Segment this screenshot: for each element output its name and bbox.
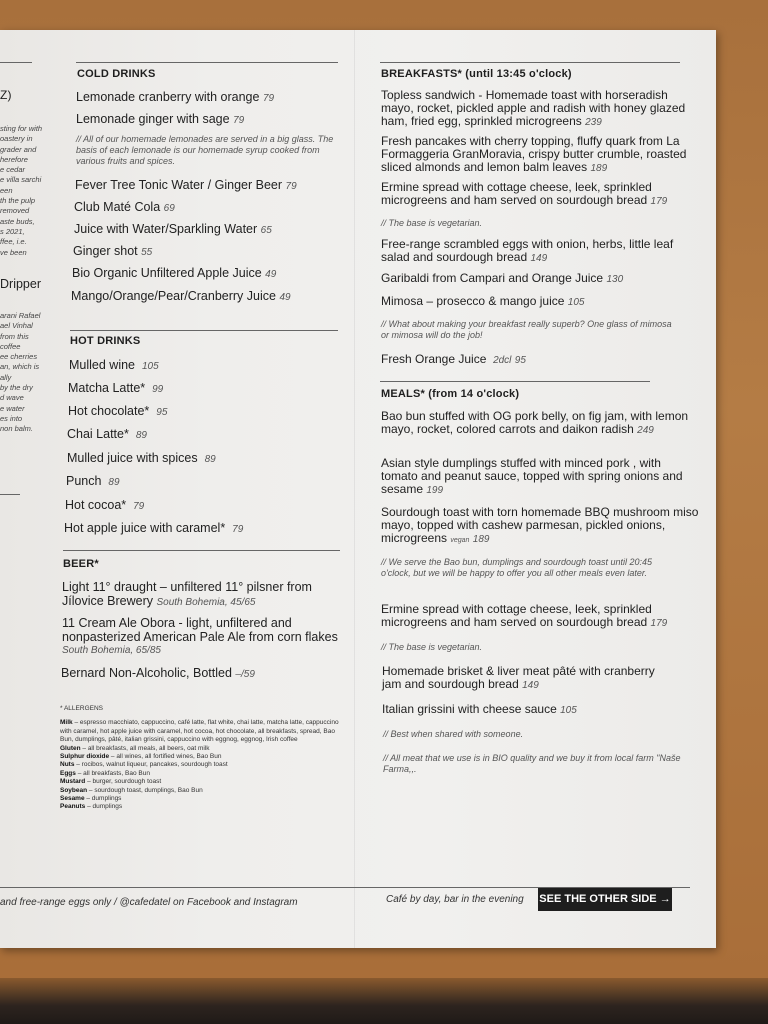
- note: // We serve the Bao bun, dumplings and sourdough toast until 20:45 o'clock, but we will be happy to offer you all other meals even later.: [381, 557, 653, 578]
- note: // The base is vegetarian.: [381, 218, 483, 228]
- left-fragment-text: sting for with oastery in grader and herefore e cedar e villa sarchi een th the pulp removed aste buds, s 2021, ffee, i.e. ve been: [0, 124, 43, 257]
- menu-item: Garibaldi from Campari and Orange Juice 130: [381, 271, 624, 285]
- divider: [380, 62, 680, 63]
- hot-drinks-heading: HOT DRINKS: [70, 335, 141, 347]
- menu-item: Italian grissini with cheese sauce 105: [382, 702, 577, 716]
- menu-item: Punch 89: [66, 474, 120, 488]
- menu-item: Lemonade ginger with sage 79: [76, 112, 245, 126]
- menu-item: Homemade brisket & liver meat pâté with cranberry jam and sourdough bread 149: [382, 664, 655, 691]
- divider: [380, 381, 650, 382]
- divider: [0, 494, 20, 495]
- breakfasts-heading: BREAKFASTS* (until 13:45 o'clock): [381, 68, 572, 80]
- note: // What about making your breakfast really superb? One glass of mimosa or mimosa will do the job!: [381, 319, 672, 340]
- menu-item: Hot chocolate* 95: [68, 404, 168, 418]
- menu-item: 11 Cream Ale Obora - light, unfiltered and nonpasterized American Pale Ale from corn flakes South Bohemia, 65/85: [62, 616, 338, 656]
- menu-item: Bio Organic Unfiltered Apple Juice 49: [72, 266, 277, 280]
- see-other-side-button[interactable]: SEE THE OTHER SIDE →: [538, 888, 672, 911]
- menu-item: Juice with Water/Sparkling Water 65: [74, 222, 272, 236]
- meals-heading: MEALS* (from 14 o'clock): [381, 388, 520, 400]
- left-fragment-text-2: arani Rafael ael Vinhal from this coffee ee cherries an, which is ally by the dry d wave e water es into non balm.: [0, 311, 41, 434]
- divider: [76, 62, 338, 63]
- menu-item: Fresh Orange Juice 2dcl 95: [381, 352, 526, 366]
- menu-item: Free-range scrambled eggs with onion, herbs, little leaf salad and sourdough bread 149: [381, 237, 674, 264]
- beer-heading: BEER*: [63, 558, 99, 570]
- note: // The base is vegetarian.: [381, 642, 483, 652]
- menu-item: Sourdough toast with torn homemade BBQ mushroom miso mayo, topped with cashew parmesan, pickled onions, microgreens vegan 189: [381, 505, 699, 545]
- paper-fold: [354, 30, 355, 948]
- footer-tagline: Café by day, bar in the evening: [386, 894, 524, 905]
- menu-item: Mango/Orange/Pear/Cranberry Juice 49: [71, 289, 291, 303]
- note: // All meat that we use is in BIO quality and we buy it from local farm "Naše Farma,,.: [383, 753, 681, 774]
- left-fragment-heading: Z): [0, 88, 12, 102]
- menu-item: Ginger shot 55: [73, 244, 153, 258]
- menu-item: Light 11° draught – unfiltered 11° pilsner from Jílovice Brewery South Bohemia, 45/65: [62, 580, 312, 608]
- menu-item: Bernard Non-Alcoholic, Bottled –/59: [61, 666, 255, 680]
- note: // Best when shared with someone.: [383, 729, 524, 739]
- menu-item: Lemonade cranberry with orange 79: [76, 90, 275, 104]
- menu-item: Ermine spread with cottage cheese, leek, sprinkled microgreens and ham served on sourdough bread 179: [381, 602, 668, 629]
- menu-item: Club Maté Cola 69: [74, 200, 175, 214]
- divider: [0, 62, 32, 63]
- menu-item: Hot apple juice with caramel* 79: [64, 521, 244, 535]
- menu-item: Bao bun stuffed with OG pork belly, on fig jam, with lemon mayo, rocket, colored carrots and daikon radish 249: [381, 409, 689, 436]
- allergens-block: * ALLERGENS Milk – espresso macchiato, cappuccino, café latte, flat white, chai latte, matcha latte, cappuccino with caramel, hot apple juice with caramel, hot cocoa, hot chocolate, all breakfasts, spread, Bao Bun, dumplings, pâté, italian grissini, cappuccino with eggnog, eggnog, Irish coffee Gluten – all breakfasts, all meals, all beers, oat milk Sulphur dioxide – all wines, all fortified wines, Bao Bun Nuts – rocibos, walnut liqueur, pancakes, sourdough toast Eggs – all breakfasts, Bao Bun Mustard – burger, sourdough toast Soybean – sourdough toast, dumplings, Bao Bun Sesame – dumplings Peanuts – dumplings: [60, 705, 339, 811]
- menu-item: Ermine spread with cottage cheese, leek, sprinkled microgreens and ham served on sourdough bread 179: [381, 180, 668, 207]
- menu-item: Chai Latte* 89: [67, 427, 147, 441]
- footer-social: and free-range eggs only / @cafedatel on Facebook and Instagram: [0, 897, 298, 908]
- left-fragment-dripper: Dripper: [0, 277, 41, 291]
- lemonade-note: // All of our homemade lemonades are served in a big glass. The basis of each lemonade is our homemade syrup cooked from various fruits and spices.: [76, 134, 334, 166]
- menu-item: Fresh pancakes with cherry topping, fluffy quark from La Formaggeria GranMoravia, crispy butter crumble, roasted sliced almonds and lemon balm leaves 189: [381, 134, 687, 174]
- divider: [63, 550, 340, 551]
- menu-item: Mimosa – prosecco & mango juice 105: [381, 294, 585, 308]
- wooden-table-edge: [0, 978, 768, 1024]
- cold-drinks-heading: COLD DRINKS: [77, 68, 156, 80]
- menu-item: Topless sandwich - Homemade toast with horseradish mayo, rocket, pickled apple and radish with honey glazed ham, fried egg, sprinkled microgreens 239: [381, 88, 686, 128]
- menu-item: Fever Tree Tonic Water / Ginger Beer 79: [75, 178, 297, 192]
- menu-item: Mulled wine 105: [69, 358, 159, 372]
- menu-item: Hot cocoa* 79: [65, 498, 145, 512]
- divider: [70, 330, 338, 331]
- menu-item: Matcha Latte* 99: [68, 381, 164, 395]
- menu-item: Asian style dumplings stuffed with minced pork , with tomato and peanut sauce, topped with spring onions and sesame 199: [381, 456, 683, 496]
- menu-item: Mulled juice with spices 89: [67, 451, 216, 465]
